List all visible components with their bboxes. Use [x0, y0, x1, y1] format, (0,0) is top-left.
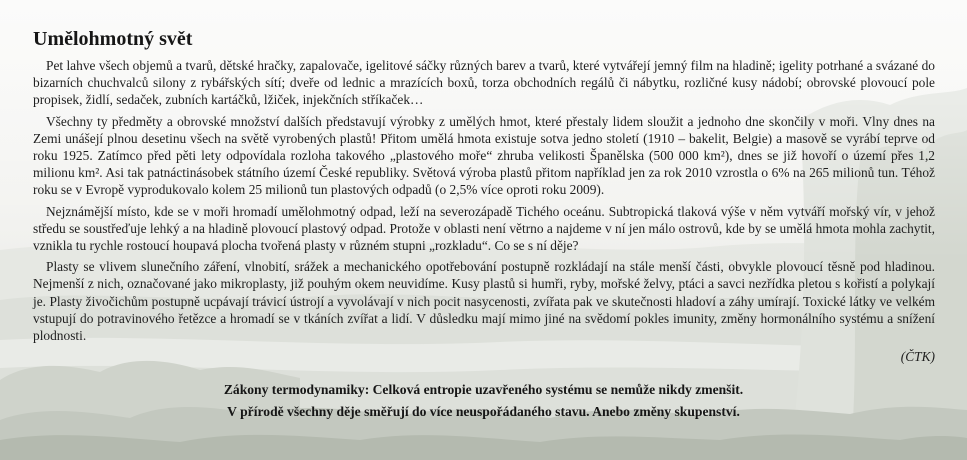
- article-paragraph-2: Všechny ty předměty a obrovské množství dalších představují výrobky z umělých hmot, které přestaly lidem sloužit a jednoho dne skončily v moři. Vlny dnes na Zemi unášejí plnou desetinu všech na světě vyrobených plastů! Přitom umělá hmota existuje sotva jedno století (1910 – bakelit, Belgie) a masově se vyrábí teprve od roku 1925. Zatímco před pěti lety odpovídala rozloha takového „plastového moře“ zhruba velikosti Španělska (500 000 km²), dnes se již hovoří o území přes 1,2 milionu km². Asi tak patnáctinásobek státního území České republiky. Světová výroba plastů přitom například jen za rok 2010 vzrostla o 6% na 265 milionů tun. Téhož roku se v Evropě vyprodukovalo kolem 25 milionů tun plastových odpadů (o 2,5% více oproti roku 2009).: [33, 113, 935, 198]
- law-line-2: V přírodě všechny děje směřují do více neuspořádaného stavu. Anebo změny skupenství.: [227, 404, 740, 419]
- article-paragraph-4: Plasty se vlivem slunečního záření, vlnobití, srážek a mechanického opotřebování postupně rozkládají na stále menší části, obvykle plovoucí těsně pod hladinou. Nejmenší z nich, označované jako mikroplasty, již pouhým okem neuvidíme. Kusy plastů si humři, ryby, mořské želvy, ptáci a savci nezřídka pletou s kořistí a polykají je. Plasty živočichům postupně ucpávají trávicí ústrojí a vyvolávají v nich pocit nasycenosti, zvířata pak ve skutečnosti hladoví a záhy umírají. Toxické látky ve velkém vstupují do potravinového řetězce a hromadí se v tkáních zvířat a lidí. V důsledku mají mimo jiné na svědomí pokles imunity, změny hormonálního systému a snížení plodnosti.: [33, 259, 935, 344]
- article-paragraph-1: Pet lahve všech objemů a tvarů, dětské hračky, zapalovače, igelitové sáčky různých barev a tvarů, které vytvářejí jemný film na hladině; igelity potrhané a svázané do bizarních chuchvalců silony z rybářských sítí; dveře od lednic a mrazících boxů, torza obchodních regálů či nábytku, rozličné kusy nádobí; obrovské plovoucí pole propisek, židlí, sedaček, zubních kartáčků, lžiček, injekčních stříkaček…: [33, 58, 935, 108]
- article-title: Umělohmotný svět: [33, 28, 193, 50]
- article-source: (ČTK): [900, 349, 935, 365]
- article: [33, 27, 935, 365]
- thermodynamics-laws: [0, 379, 967, 423]
- article-paragraph-3: Nejznámější místo, kde se v moři hromadí umělohmotný odpad, leží na severozápadě Tichého oceánu. Subtropická tlaková výše v něm vytváří mořský vír, v jehož středu se soustřeďuje lehký a na hladině plovoucí plastový odpad. Protože v oblasti není větrno a najdeme v ní jen málo ostrovů, kde by se umělá hmota mohla zachytit, vznikla tu rychle rostoucí houpavá plocha tvořená plasty v různém stupni „rozkladu“. Co se s ní děje?: [33, 203, 935, 254]
- law-line-1: Zákony termodynamiky: Celková entropie uzavřeného systému se nemůže nikdy zmenšit.: [223, 382, 744, 397]
